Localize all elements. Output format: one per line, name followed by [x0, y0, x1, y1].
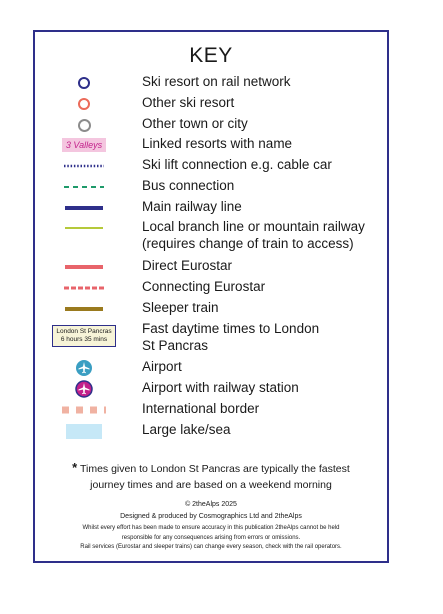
legend-item-lake — [35, 421, 387, 441]
legend-label: Ski resort on rail network — [142, 74, 291, 89]
legend-label: Main railway line — [142, 199, 242, 214]
legend-item-airport-station — [35, 379, 387, 399]
rail-resort-marker-icon — [78, 77, 90, 89]
disclaimer: Whilst every effort has been made to ensure accuracy in this publication 2theAlps cannot be held responsible for any consequences arising from errors or omissions. Rail services (Eurostar and sleeper trains) can change every season, check with the rail operators. — [80, 525, 342, 550]
connecting-eurostar-line-icon — [63, 285, 105, 291]
legend-label-line1: Fast daytime times to London — [142, 321, 320, 336]
legend-label: Other town or city — [142, 116, 248, 131]
legend-label: Ski lift connection e.g. cable car — [142, 157, 332, 172]
key-title: KEY — [189, 44, 233, 67]
legend-item-london-times — [35, 320, 387, 358]
legend-item-connecting-eurostar — [35, 278, 387, 298]
key-panel — [33, 30, 389, 563]
legend-item-branch-line — [35, 218, 387, 256]
legend-label: Direct Eurostar — [142, 258, 233, 273]
legend-label: Connecting Eurostar — [142, 279, 266, 294]
legend-item-other-resort — [35, 94, 387, 114]
direct-eurostar-line-icon — [65, 265, 103, 269]
bus-line-icon — [63, 184, 105, 190]
town-marker-icon — [78, 119, 91, 132]
legend-label-line1: Local branch line or mountain railway — [142, 219, 365, 234]
main-rail-line-icon — [65, 206, 103, 210]
legend-item-main-rail — [35, 198, 387, 218]
legend-item-border — [35, 400, 387, 420]
legend-item-sleeper — [35, 299, 387, 319]
legend-label: Airport — [142, 359, 182, 374]
legend-item-direct-eurostar — [35, 257, 387, 277]
legend-item-rail-resort — [35, 73, 387, 93]
legend-label: Large lake/sea — [142, 422, 231, 437]
linked-resort-name-sample: 3 Valleys — [62, 138, 106, 152]
airport-station-icon — [75, 380, 93, 398]
airport-icon — [75, 359, 93, 377]
legend-item-linked-resorts — [35, 135, 387, 155]
legend-label: Sleeper train — [142, 300, 219, 315]
other-resort-marker-icon — [78, 98, 90, 110]
lake-swatch — [66, 424, 102, 439]
legend-label: International border — [142, 401, 260, 416]
legend-label: Other ski resort — [142, 95, 235, 110]
legend-label: Bus connection — [142, 178, 235, 193]
branch-line-icon — [65, 227, 103, 230]
ski-lift-line-icon — [63, 163, 105, 169]
legend-item-bus — [35, 177, 387, 197]
border-line-icon — [62, 406, 106, 414]
london-times-sample: London St Pancras 6 hours 35 mins — [52, 325, 115, 347]
footnote: * Times given to London St Pancras are typically the fastest journey times and are based on a weekend morning — [72, 460, 350, 491]
legend-item-airport — [35, 358, 387, 378]
legend-item-ski-lift — [35, 156, 387, 176]
legend-label-line2: St Pancras — [142, 338, 209, 353]
legend-label: Airport with railway station — [142, 380, 299, 395]
legend-item-town — [35, 115, 387, 135]
copyright: © 2theAlps 2025 — [185, 501, 237, 508]
credit: Designed & produced by Cosmographics Ltd and 2theAlps — [120, 513, 302, 520]
legend-label-line2: (requires change of train to access) — [142, 236, 354, 251]
sleeper-train-line-icon — [65, 307, 103, 311]
legend-label: Linked resorts with name — [142, 136, 293, 151]
